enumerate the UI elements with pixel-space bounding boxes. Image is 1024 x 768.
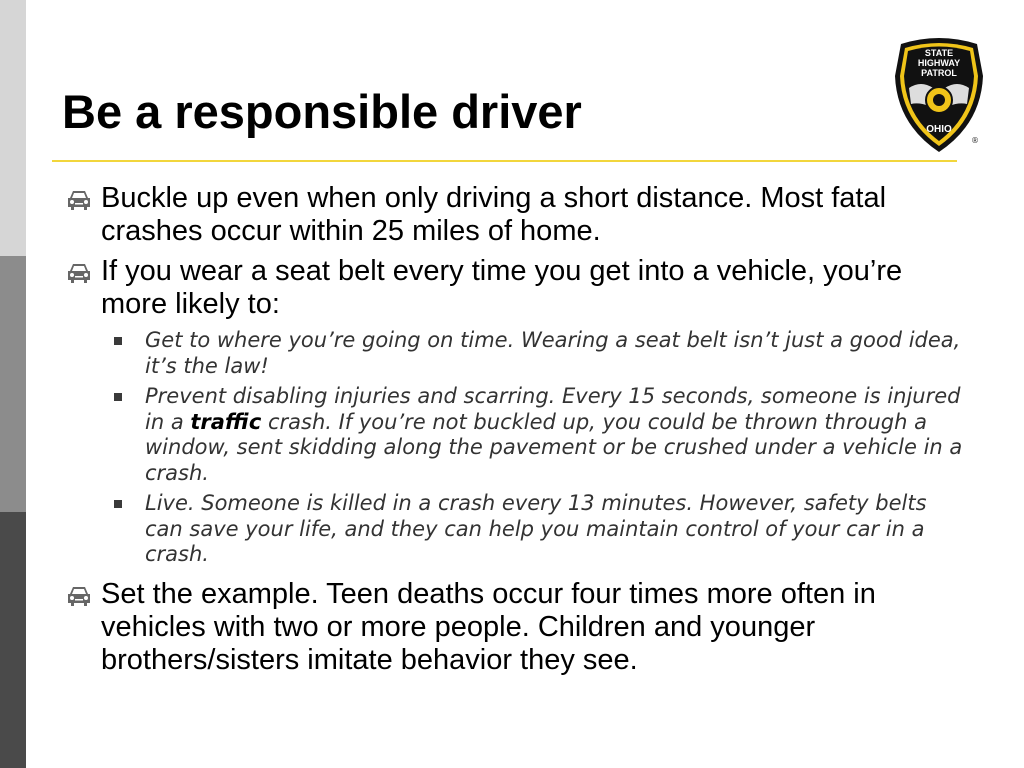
bullet-item bbox=[66, 578, 966, 677]
sub-bullet-item bbox=[114, 384, 966, 486]
sub-bullet-item bbox=[114, 328, 966, 379]
bullet-text: Set the example. Teen deaths occur four times more often in vehicles with two or more people. Children and younger brothers/sisters imitate behavior they see. bbox=[101, 577, 876, 676]
square-bullet-icon bbox=[114, 500, 122, 508]
bullet-text: Buckle up even when only driving a short distance. Most fatal crashes occur within 25 miles of home. bbox=[101, 182, 887, 247]
square-bullet-icon bbox=[114, 393, 122, 401]
bullet-item bbox=[66, 255, 966, 321]
title-divider bbox=[52, 160, 957, 162]
slide-title: Be a responsible driver bbox=[62, 85, 582, 138]
sub-bullet-emphasis: traffic bbox=[190, 409, 262, 434]
side-bar bbox=[0, 0, 26, 768]
side-bar-mid bbox=[0, 256, 26, 512]
logo-line3: PATROL bbox=[921, 68, 957, 78]
square-bullet-icon bbox=[114, 337, 122, 345]
sub-bullet-text: Live. Someone is killed in a crash every 13 minutes. However, safety belts can save your life, and they can help you maintain control of your car in a crash. bbox=[145, 491, 927, 566]
logo-line4: OHIO bbox=[926, 124, 952, 135]
bullet-item bbox=[66, 182, 966, 248]
sub-bullet-text: Prevent disabling injuries and scarring. Every 15 seconds, someone is injured in a bbox=[145, 384, 961, 434]
car-icon bbox=[66, 260, 92, 284]
side-bar-light bbox=[0, 0, 26, 256]
logo-line1: STATE bbox=[924, 48, 954, 58]
sub-bullet-item bbox=[114, 491, 966, 568]
sub-bullet-text: crash. If you’re not buckled up, you could be thrown through a window, sent skidding along the pavement or be crushed under a vehicle in a crash. bbox=[145, 409, 963, 485]
car-icon bbox=[66, 187, 92, 211]
sub-bullet-list bbox=[114, 328, 966, 568]
car-icon bbox=[66, 583, 92, 607]
bullet-list bbox=[66, 182, 966, 684]
logo-line2: HIGHWAY bbox=[917, 58, 961, 68]
bullet-text: If you wear a seat belt every time you get into a vehicle, you’re more likely to: bbox=[101, 255, 903, 320]
sub-bullet-text: Get to where you’re going on time. Wearing a seat belt isn’t just a good idea, it’s the law! bbox=[145, 328, 961, 378]
registered-mark: ® bbox=[971, 136, 979, 145]
side-bar-dark bbox=[0, 512, 26, 768]
